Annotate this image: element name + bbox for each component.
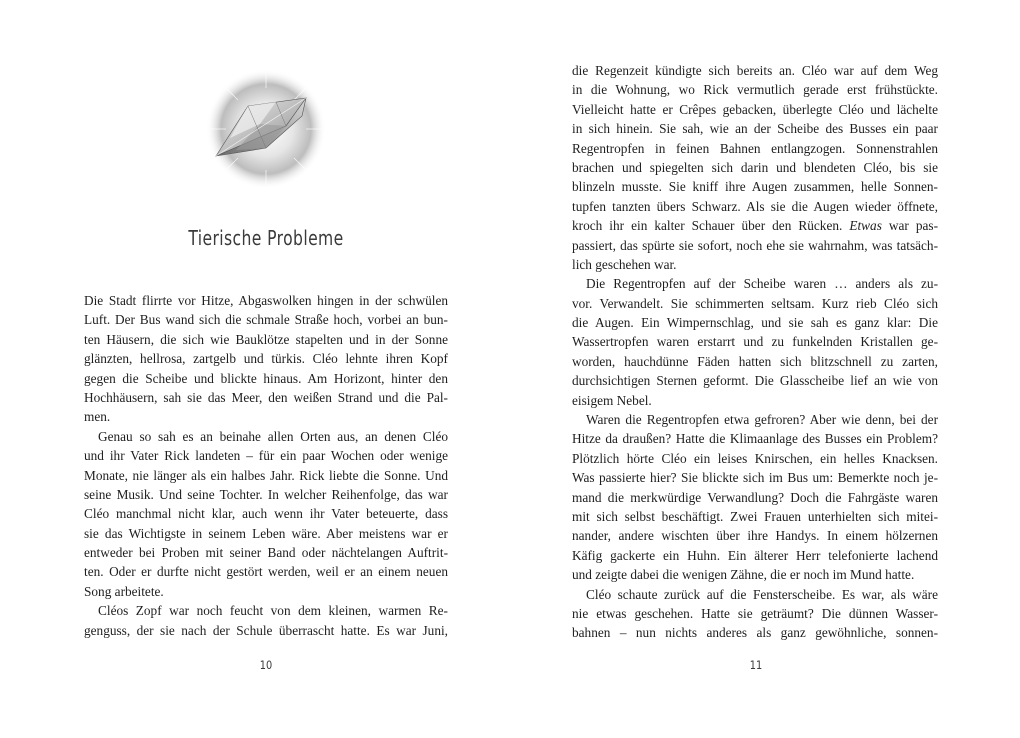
text-line: die Regenzeit kündigte sich bereits an. Cléo war auf dem Weg xyxy=(572,63,938,78)
italic-word: Etwas xyxy=(849,218,882,234)
text-line: glänzten, hellrosa, zartgelb und türkis. Cléo lehnte ihren Kopf xyxy=(84,351,448,367)
right-page xyxy=(572,0,938,738)
crystal-gem-icon xyxy=(206,66,326,192)
text-line: Wassertropfen waren erstarrt und zu funkelnden Kristallen ge- xyxy=(572,334,938,350)
text-line: Hitze da draußen? Hatte die Klimaanlage des Busses ein Problem? xyxy=(572,431,938,447)
text-line: und ihr Vater Rick landeten – für ein paar Wochen oder wenige xyxy=(84,448,448,464)
text-line: passiert, das spürte sie sofort, noch ehe sie wahrnahm, was tatsäch- xyxy=(572,237,938,253)
right-body-text xyxy=(572,61,938,643)
page-number: 10 xyxy=(259,658,273,672)
text-line: Monate, nie länger als ein halbes Jahr. Rick liebte die Sonne. Und xyxy=(84,467,448,483)
text-line: Regentropfen in feinen Bahnen entlangzogen. Sonnenstrahlen xyxy=(572,140,938,156)
text-line: Die Regentropfen auf der Scheibe waren … anders als zu- xyxy=(586,276,938,292)
text-line: entweder bei Proben mit seiner Band oder nächtelangen Auftrit- xyxy=(84,545,448,561)
text-line: mand die merkwürdige Verwandlung? Doch die Fahrgäste waren xyxy=(572,489,938,505)
text-line: ten. Oder er durfte nicht gestört werden, weil er an einem neuen xyxy=(84,564,448,580)
text-line: ten Häusern, die sich wie Bauklötze stapelten und in der Sonne xyxy=(84,331,448,347)
text-line: Plötzlich hörte Cléo ein leises Knirschen, ein helles Knacksen. xyxy=(572,450,938,466)
text-line: Waren die Regentropfen etwa gefroren? Aber wie denn, bei der xyxy=(586,412,938,428)
text-line: Vielleicht hatte er Crêpes gebacken, überlegte Cléo und lächelte xyxy=(572,101,938,117)
text-line: nander, andere wischten über ihre Handys. In einem hölzernen xyxy=(572,528,938,544)
text-line: gegen die Scheibe und blickte hinaus. Am Horizont, hinter den xyxy=(84,370,448,386)
text-line: mit sich selbst beschäftigt. Zwei Frauen unterhielten sich mitei- xyxy=(572,508,938,524)
text-line: sie das Wichtigste in seinem Leben wäre. Aber meistens war er xyxy=(84,525,448,541)
text-line: bahnen – nun nichts anderes als ganz gewöhnliche, sonnen- xyxy=(572,625,938,641)
text-line: genguss, der sie nach der Schule überrascht hatte. Es war Juni, xyxy=(84,622,448,638)
text-line: durchsichtigen Sternen geformt. Die Glasscheibe lief an wie von xyxy=(572,373,938,389)
text-line: Luft. Der Bus wand sich die schmale Straße hoch, vorbei an bun- xyxy=(84,312,448,328)
text-line: Cléo manchmal nicht klar, auch wenn ihr Vater beteuerte, dass xyxy=(84,506,448,522)
text-line: brachen und spiegelten sich darin und blendeten Cléo, bis sie xyxy=(572,159,938,175)
text-line: lich geschehen war. xyxy=(572,256,677,272)
text-line: tupfen tanzten übers Schwarz. Als sie die Augen wieder öffnete, xyxy=(572,198,938,214)
text-line: Cléos Zopf war noch feucht von dem kleinen, warmen Re- xyxy=(98,603,448,619)
text-line: und zeigte dabei die wenigen Zähne, die er noch im Mund hatte. xyxy=(572,567,915,583)
text-line: Was passierte hier? Sie blickte sich im Bus um: Bemerkte noch je- xyxy=(572,470,938,486)
left-page xyxy=(84,0,448,738)
text-line: blinzeln musste. Sie kniff ihre Augen zusammen, helle Sonnen- xyxy=(572,179,938,195)
text-line: eisigem Nebel. xyxy=(572,392,652,408)
text-line: in sich hinein. Sie sah, wie an der Scheibe des Busses ein paar xyxy=(572,121,938,137)
text-line: die Augen. Ein Wimpernschlag, und sie sah es ganz klar: Die xyxy=(572,315,938,331)
text-line: Song arbeitete. xyxy=(84,583,164,599)
text-line: Hochhäusern, sah sie das Meer, den weißen Strand und die Pal- xyxy=(84,389,448,405)
text-line-italic xyxy=(572,216,938,235)
text-line: worden, hauchdünne Fäden hatten sich blitzschnell zu zarten, xyxy=(572,353,938,369)
text-line: in die Wohnung, wo Rick vermutlich gerade erst frühstückte. xyxy=(572,82,938,98)
text-line: Käfig gackerte ein Huhn. Ein älterer Herr telefonierte lachend xyxy=(572,547,938,563)
text-segment: war pas- xyxy=(881,218,939,234)
text-segment: kroch ihr ein kalter Schauer über den Rücken. xyxy=(572,218,843,234)
page-number: 11 xyxy=(749,658,763,672)
text-line: nie etwas geschehen. Hatte sie geträumt? Die dünnen Wasser- xyxy=(572,605,938,621)
text-line: men. xyxy=(84,409,111,425)
chapter-title: Tierische Probleme xyxy=(188,226,344,250)
text-line: Cléo schaute zurück auf die Fensterscheibe. Es war, als wäre xyxy=(586,586,938,602)
text-line: vor. Verwandelt. Sie schimmerten seltsam. Kurz rieb Cléo sich xyxy=(572,295,938,311)
text-line: Die Stadt flirrte vor Hitze, Abgaswolken hingen in der schwülen xyxy=(84,293,448,308)
left-body-text xyxy=(84,291,448,640)
text-line: Genau so sah es an beinahe allen Orten aus, an denen Cléo xyxy=(98,428,448,444)
text-line: seine Musik. Und seine Tochter. In welcher Reihenfolge, das war xyxy=(84,486,448,502)
